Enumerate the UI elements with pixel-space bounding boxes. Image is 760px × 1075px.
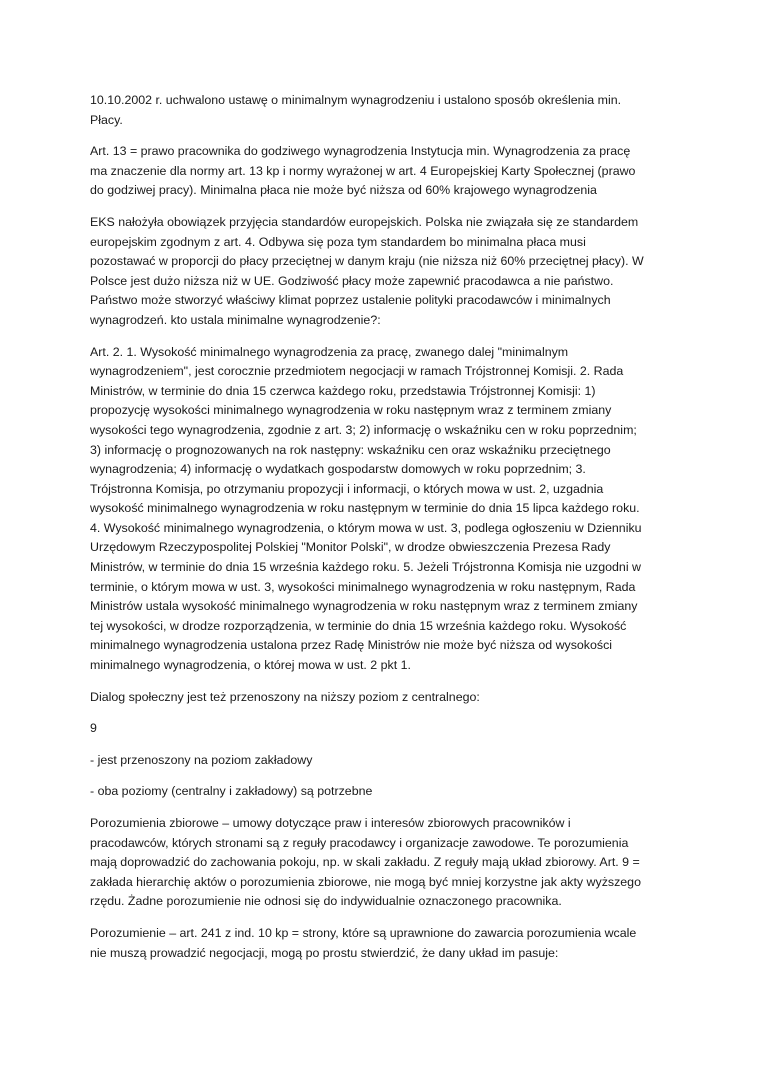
- paragraph-art-2: Art. 2. 1. Wysokość minimalnego wynagrodzenia za pracę, zwanego dalej "minimalnym wynagrodzeniem", jest corocznie przedmiotem negocjacji w ramach Trójstronnej Komisji. 2. Rada Ministrów, w terminie do dnia 15 czerwca każdego roku, przedstawia Trójstronnej Komisji: 1) propozycję wysokości minimalnego wynagrodzenia w roku następnym wraz z terminem zmiany wysokości tego wynagrodzenia, zgodnie z art. 3; 2) informację o wskaźniku cen w roku poprzednim; 3) informację o prognozowanych na rok następny: wskaźniku cen oraz wskaźniku przeciętnego wynagrodzenia; 4) informację o wydatkach gospodarstw domowych w roku poprzednim; 3. Trójstronna Komisja, po otrzymaniu propozycji i informacji, o których mowa w ust. 2, uzgadnia wysokość minimalnego wynagrodzenia w roku następnym w terminie do dnia 15 lipca każdego roku. 4. Wysokość minimalnego wynagrodzenia, o którym mowa w ust. 3, podlega ogłoszeniu w Dzienniku Urzędowym Rzeczypospolitej Polskiej "Monitor Polski", w drodze obwieszczenia Prezesa Rady Ministrów, w terminie do dnia 15 września każdego roku. 5. Jeżeli Trójstronna Komisja nie uzgodni w terminie, o którym mowa w ust. 3, wysokości minimalnego wynagrodzenia w roku następnym, Rada Ministrów ustala wysokość minimalnego wynagrodzenia w roku następnym wraz z terminem zmiany tej wysokości, w drodze rozporządzenia, w terminie do dnia 15 września każdego roku. Wysokość minimalnego wynagrodzenia ustalona przez Radę Ministrów nie może być niższa od wysokości minimalnego wynagrodzenia, o której mowa w ust. 2 pkt 1.: [90, 344, 642, 673]
- paragraph-collective-agreements: Porozumienia zbiorowe – umowy dotyczące praw i interesów zbiorowych pracowników i pracodawców, których stronami są z reguły pracodawcy i organizacje zawodowe. Te porozumienia mają doprowadzić do zachowania pokoju, np. w skali zakładu. Z reguły mają układ zbiorowy. Art. 9 = zakłada hierarchię aktów o porozumienia zbiorowe, nie mogą być mniej korzystne jak akty wyższego rzędu. Żadne porozumienie nie odnosi się do indywidualnie oznaczonego pracownika.: [90, 816, 641, 909]
- paragraph-agreement-art-241: Porozumienie – art. 241 z ind. 10 kp = strony, które są uprawnione do zawarcia porozumienia wcale nie muszą prowadzić negocjacji, mogą po prostu stwierdzić, że dany układ im pasuje:: [90, 925, 637, 960]
- page-number-marker: 9: [90, 721, 97, 736]
- list-item-both-levels: - oba poziomy (centralny i zakładowy) są potrzebne: [90, 784, 373, 799]
- paragraph-social-dialogue: Dialog społeczny jest też przenoszony na niższy poziom z centralnego:: [90, 689, 480, 704]
- paragraph-minimum-wage-act: 10.10.2002 r. uchwalono ustawę o minimalnym wynagrodzeniu i ustalono sposób określenia min. Płacy.: [90, 93, 622, 127]
- paragraph-eks: EKS nałożyła obowiązek przyjęcia standardów europejskich. Polska nie związała się ze standardem europejskim zgodnym z art. 4. Odbywa się poza tym standardem bo minimalna płaca musi pozostawać w proporcji do płacy przeciętnej w danym kraju (nie niższa niż 60% przeciętnej płacy). W Polsce jest dużo niższa niż w UE. Godziwość płacy może zapewnić pracodawca a nie państwo. Państwo może stworzyć właściwy klimat poprzez ustalenie polityki pracodawców i minimalnych wynagrodzeń. kto ustala minimalne wynagrodzenie?:: [90, 214, 644, 327]
- paragraph-art-13: Art. 13 = prawo pracownika do godziwego wynagrodzenia Instytucja min. Wynagrodzenia za pracę ma znaczenie dla normy art. 13 kp i normy wyrażonej w art. 4 Europejskiej Karty Społecznej (prawo do godziwej pracy). Minimalna płaca nie może być niższa od 60% krajowego wynagrodzenia: [90, 144, 636, 198]
- document-body: [90, 91, 680, 975]
- list-item-enterprise-level: - jest przenoszony na poziom zakładowy: [90, 752, 313, 767]
